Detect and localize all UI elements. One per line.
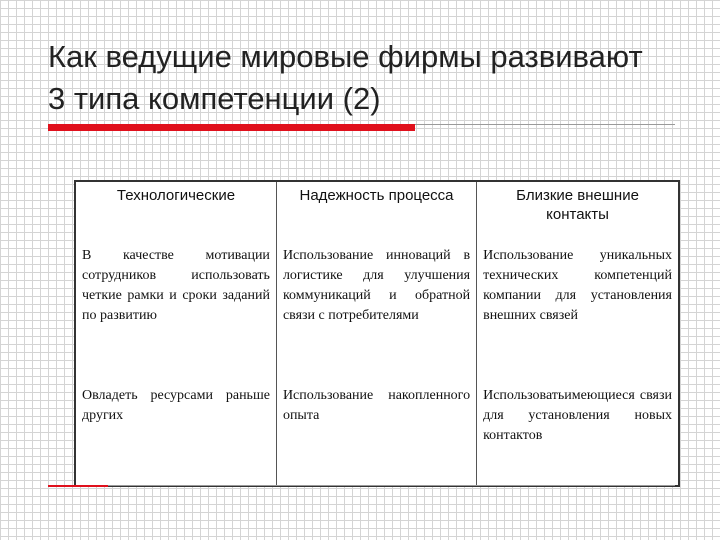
table-row (75, 382, 679, 486)
table-cell: Использование инноваций в логистике для улучшения коммуникаций и обратной связи с потребителями (276, 242, 476, 382)
title-accent-bar (48, 124, 415, 131)
slide-title-line-2: 3 типа компетенции (2) (48, 81, 381, 116)
table-cell: Использование уникальных технических компетенций компании для установления внешних связей (477, 242, 679, 382)
bottom-divider (48, 485, 675, 486)
column-header-technological: Технологические (75, 181, 276, 242)
table-cell: Использование накопленного опыта (276, 382, 476, 486)
column-header-external-contacts: Близкие внешние контакты (477, 181, 679, 242)
table-row (75, 242, 679, 382)
slide-title (48, 36, 688, 120)
table-cell: Овладеть ресурсами раньше других (75, 382, 276, 486)
column-header-process-reliability: Надежность процесса (276, 181, 476, 242)
table-cell: В качестве мотивации сотрудников использовать четкие рамки и сроки заданий по развитию (75, 242, 276, 382)
slide-title-line-1: Как ведущие мировые фирмы развивают (48, 39, 643, 74)
competence-table (74, 180, 680, 487)
bottom-accent-mark (48, 485, 108, 487)
table-cell: Использоватьимеющиеся связи для установления новых контактов (477, 382, 679, 486)
table-header-row (75, 181, 679, 242)
